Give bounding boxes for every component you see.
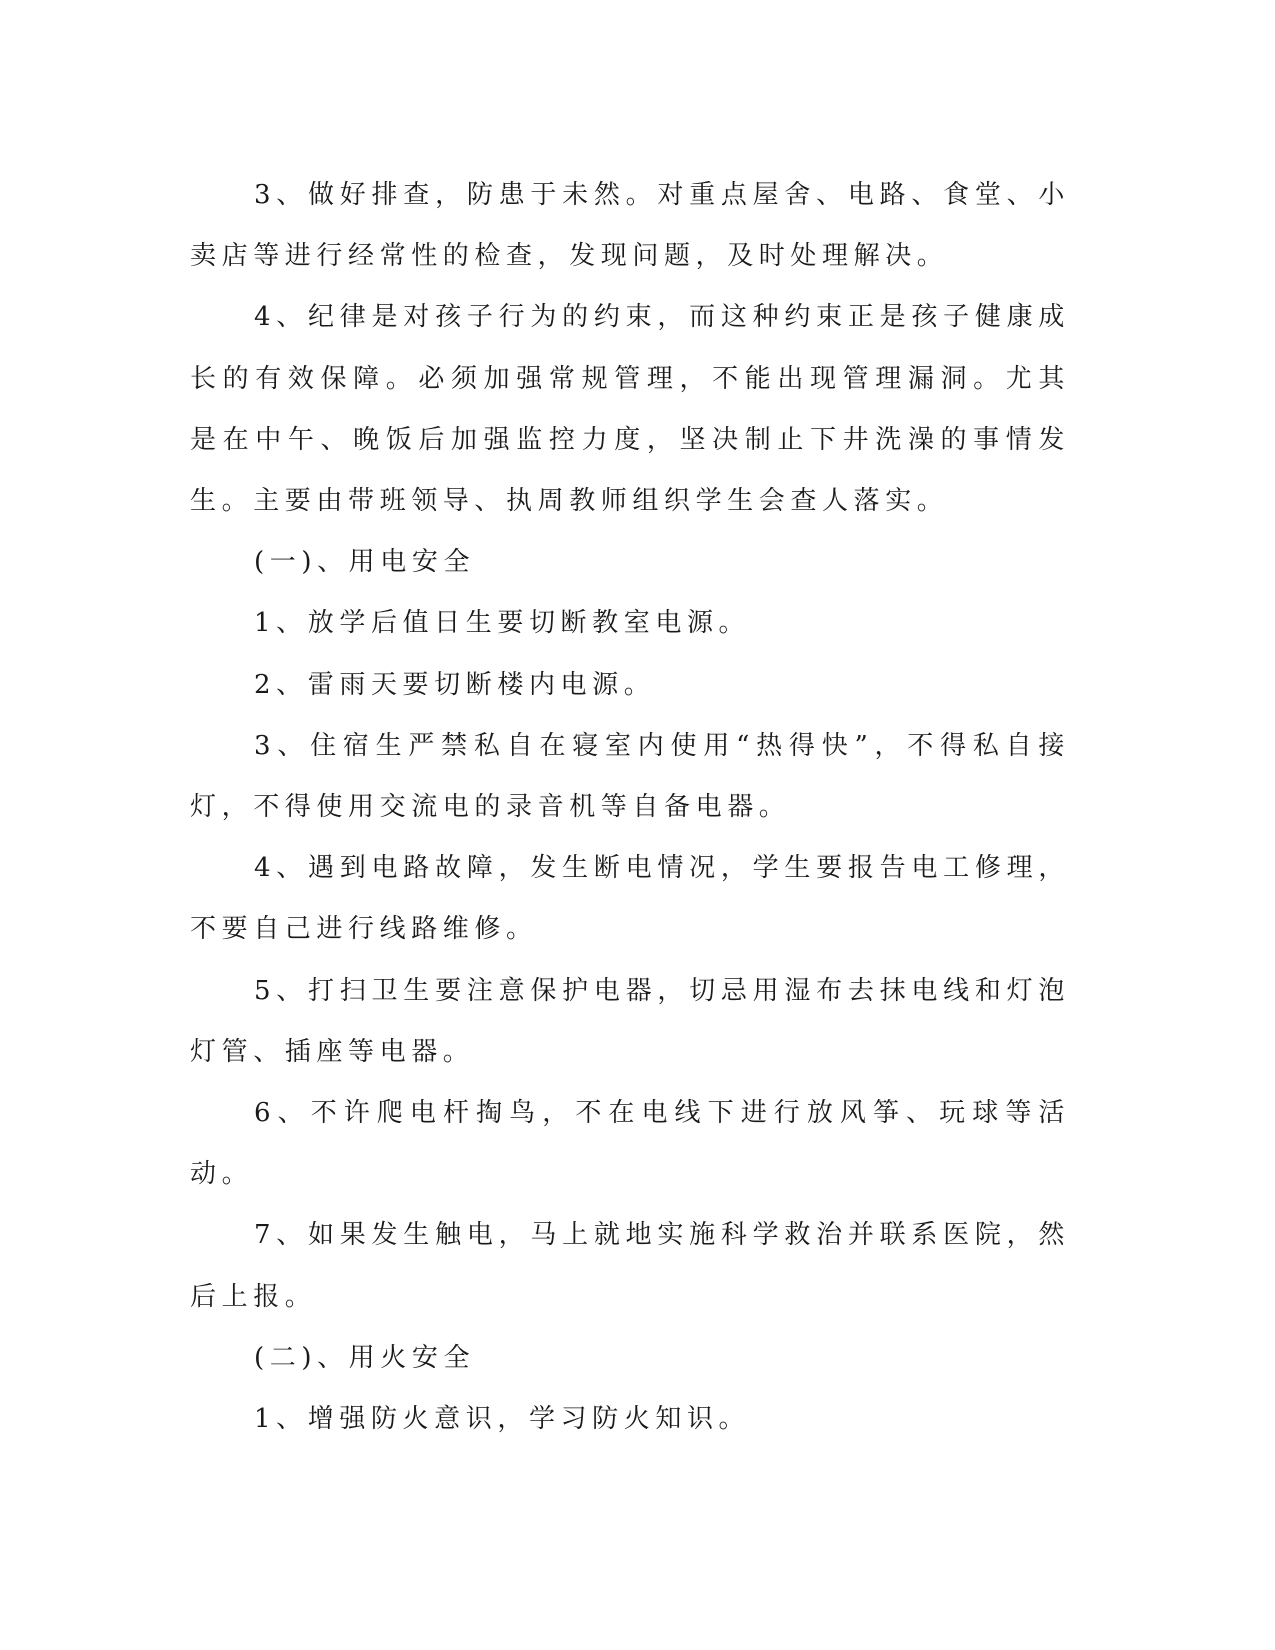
paragraph-electricity-1: 1、放学后值日生要切断教室电源。: [254, 608, 751, 639]
paragraph-electricity-5: 5、打扫卫生要注意保护电器，切忌用湿布去抹电线和灯泡灯管、插座等电器。: [190, 975, 1070, 1067]
paragraph-electricity-4: 4、遇到电路故障，发生断电情况，学生要报告电工修理，不要自己进行线路维修。: [190, 853, 1070, 945]
paragraph-discipline: 4、纪律是对孩子行为的约束，而这种约束正是孩子健康成长的有效保障。必须加强常规管理，不能出现管理漏洞。尤其是在中午、晚饭后加强监控力度，坚决制止下井洗澡的事情发生。主要由带班领导、执周教师组织学生会查人落实。: [190, 302, 1070, 517]
paragraph-electricity-2: 2、雷雨天要切断楼内电源。: [254, 669, 656, 700]
section-heading-fire: (二)、用火安全: [254, 1342, 476, 1373]
paragraph-fire-1: 1、增强防火意识，学习防火知识。: [254, 1404, 751, 1435]
paragraph-electricity-7: 7、如果发生触电，马上就地实施科学救治并联系医院，然后上报。: [190, 1220, 1070, 1312]
paragraph-electricity-3: 3、住宿生严禁私自在寝室内使用“热得快”，不得私自接灯，不得使用交流电的录音机等自备电器。: [190, 730, 1070, 823]
section-heading-electricity: (一)、用电安全: [254, 547, 476, 578]
paragraph-electricity-6: 6、不许爬电杆掏鸟，不在电线下进行放风筝、玩球等活动。: [190, 1098, 1070, 1190]
document-body: [190, 165, 1070, 1450]
paragraph-inspection: 3、做好排查，防患于未然。对重点屋舍、电路、食堂、小卖店等进行经常性的检查，发现问题，及时处理解决。: [190, 180, 1070, 272]
